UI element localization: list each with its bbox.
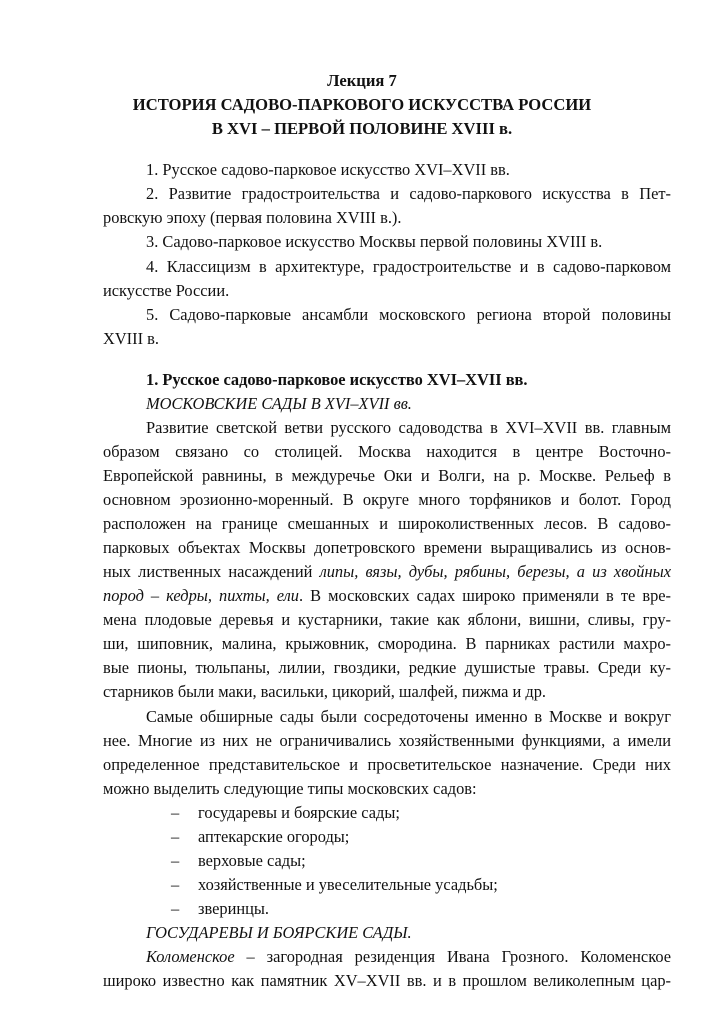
paragraph-line: ши, шиповник, малина, крыжовник, смородина. В парниках растили махро- — [103, 634, 671, 653]
paragraph-line: Самые обширные сады были сосредоточены именно в Москве и вокруг — [146, 707, 671, 726]
paragraph-line: вые пионы, тюльпаны, лилии, гвоздики, редкие душистые травы. Среди ку- — [103, 658, 671, 677]
list-item: хозяйственные и увеселительные усадьбы; — [198, 875, 498, 894]
bullet-dash: – — [171, 875, 180, 894]
paragraph-line: парковых объектах Москвы допетровского времени выращивались из основ- — [103, 538, 671, 557]
paragraph-line-mixed — [146, 945, 671, 969]
text-italic: пород – кедры, пихты, ели — [103, 586, 299, 605]
paragraph-line: расположен на границе смешанных и широколиственных лесов. В садово- — [103, 514, 671, 533]
paragraph-line: нее. Многие из них не ограничивались хозяйственными функциями, а имели — [103, 731, 671, 750]
text-normal: – загородная резиденция Ивана Грозного. Коломенское — [234, 947, 671, 966]
paragraph-line: определенное представительское и просветительское назначение. Среди них — [103, 755, 671, 774]
lecture-number: Лекция 7 — [327, 71, 397, 90]
text-italic: Коломенское — [146, 947, 235, 966]
paragraph-line: мена плодовые деревья и кустарники, такие как яблони, вишни, сливы, гру- — [103, 610, 671, 629]
bullet-dash: – — [171, 851, 180, 870]
bullet-dash: – — [171, 803, 180, 822]
text-normal: ных лиственных насаждений — [103, 562, 320, 581]
paragraph-line: образом связано со столицей. Москва находится в центре Восточно- — [103, 442, 671, 461]
paragraph-line-mixed — [103, 560, 671, 584]
paragraph-line: Европейской равнины, в междуречье Оки и Волги, на р. Москве. Рельеф в — [103, 466, 671, 485]
outline-item-3: 3. Садово-парковое искусство Москвы первой половины XVIII в. — [146, 232, 603, 251]
lecture-title-line-2: В XVI – ПЕРВОЙ ПОЛОВИНЕ XVIII в. — [211, 119, 513, 138]
paragraph-line: можно выделить следующие типы московских садов: — [103, 779, 477, 798]
text-normal: . В московских садах широко применяли в те вре- — [298, 586, 671, 605]
lecture-title-line-1: ИСТОРИЯ САДОВО-ПАРКОВОГО ИСКУССТВА РОССИИ — [132, 95, 592, 114]
list-item: аптекарские огороды; — [198, 827, 350, 846]
outline-item-5-line-2: XVIII в. — [103, 329, 159, 348]
outline-item-4-line-1: 4. Классицизм в архитектуре, градостроительстве и в садово-парковом — [146, 257, 671, 276]
list-item: верховые сады; — [198, 851, 306, 870]
bullet-dash: – — [171, 899, 180, 918]
outline-item-5-line-1: 5. Садово-парковые ансамбли московского региона второй половины — [146, 305, 671, 324]
text-italic: липы, вязы, дубы, рябины, березы, а из хвойных — [319, 562, 671, 581]
paragraph-line: Развитие светской ветви русского садоводства в XVI–XVII вв. главным — [146, 418, 671, 437]
outline-item-1: 1. Русское садово-парковое искусство XVI–XVII вв. — [146, 160, 510, 179]
list-item: зверинцы. — [198, 899, 270, 918]
paragraph-line-mixed — [103, 584, 671, 608]
paragraph-line: основном эрозионно-моренный. В округе много торфяников и болот. Город — [103, 490, 671, 509]
outline-item-2-line-2: ровскую эпоху (первая половина XVIII в.). — [103, 208, 402, 227]
section-heading: 1. Русское садово-парковое искусство XVI–XVII вв. — [146, 370, 528, 389]
section-subheading: МОСКОВСКИЕ САДЫ В XVI–XVII вв. — [146, 394, 412, 413]
bullet-dash: – — [171, 827, 180, 846]
section-subheading-2: ГОСУДАРЕВЫ И БОЯРСКИЕ САДЫ. — [146, 923, 412, 942]
paragraph-line: широко известно как памятник XV–XVII вв. и в прошлом великолепным цар- — [103, 971, 671, 990]
list-item: государевы и боярские сады; — [198, 803, 400, 822]
paragraph-line: старников были маки, васильки, цикорий, шалфей, пижма и др. — [103, 682, 546, 701]
outline-item-2-line-1: 2. Развитие градостроительства и садово-паркового искусства в Пет- — [146, 184, 671, 203]
outline-item-4-line-2: искусстве России. — [103, 281, 230, 300]
